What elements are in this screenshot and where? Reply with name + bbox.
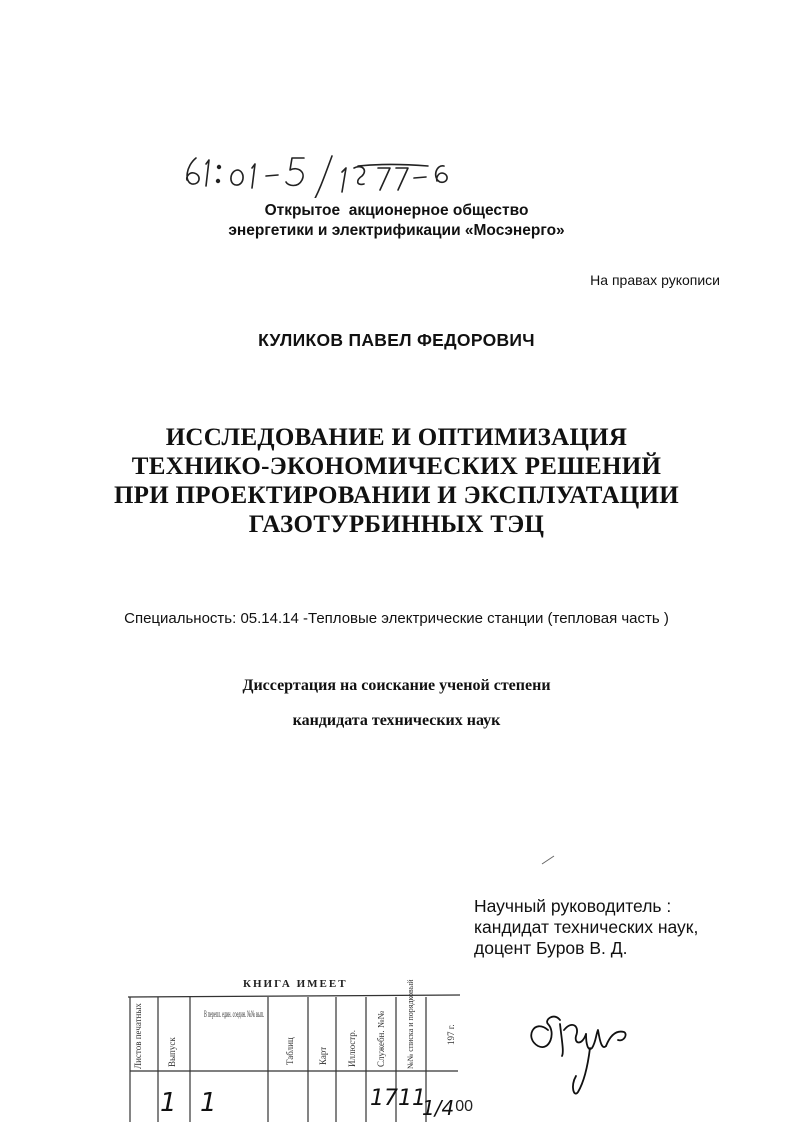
- author-name: КУЛИКОВ ПАВЕЛ ФЕДОРОВИЧ: [258, 330, 535, 350]
- stamp-heading: КНИГА ИМЕЕТ: [243, 978, 348, 990]
- supervisor-line-3: доцент Буров В. Д.: [474, 938, 628, 958]
- supervisor-line-1: Научный руководитель :: [474, 896, 672, 916]
- year-fragment: 00: [455, 1098, 473, 1115]
- stamp-col-8: №№ списка и порядковый: [406, 979, 415, 1069]
- organization-line-2: энергетики и электрификации «Мосэнерго»: [228, 222, 565, 239]
- stamp-col-5: Карт: [318, 1046, 328, 1065]
- library-stamp: [128, 975, 473, 1122]
- manuscript-rights: На правах рукописи: [590, 272, 720, 288]
- title-line-1: ИССЛЕДОВАНИЕ И ОПТИМИЗАЦИЯ: [165, 424, 628, 451]
- organization-line-1: Открытое акционерное общество: [264, 202, 529, 219]
- supervisor: [474, 896, 698, 959]
- title-line-2: ТЕХНИКО-ЭКОНОМИЧЕСКИХ РЕШЕНИЙ: [131, 453, 662, 480]
- stamp-col-4: Таблиц: [285, 1037, 295, 1065]
- stamp-col-1: Листов печатных: [133, 1003, 143, 1069]
- title-line-3: ПРИ ПРОЕКТИРОВАНИИ И ЭКСПЛУАТАЦИИ: [113, 482, 680, 509]
- supervisor-line-2: кандидат технических наук,: [474, 917, 699, 937]
- stamp-value-3: 1711: [370, 1086, 426, 1111]
- stamp-col-2: Выпуск: [167, 1037, 177, 1067]
- stamp-value-1: 1: [160, 1088, 177, 1118]
- dissertation-degree: [0, 668, 793, 738]
- degree-line-2: кандидата технических наук: [292, 712, 501, 729]
- archive-number-text: 61:01-5/1877-6: [182, 196, 189, 197]
- stamp-value-4: 1/4: [422, 1096, 455, 1120]
- degree-line-1: Диссертация на соискание ученой степени: [242, 677, 551, 694]
- stray-pen-mark: [540, 850, 560, 870]
- stamp-col-3: [204, 1010, 264, 1020]
- dissertation-title: [0, 423, 793, 539]
- svg-text:В перепл. един. соедин. №№ вып: В перепл. един. соедин. №№ вып.: [204, 1010, 264, 1020]
- stamp-col-6: Иллюстр.: [347, 1030, 357, 1067]
- stamp-col-9: 197 г.: [446, 1024, 456, 1045]
- archive-number-handwritten: [182, 148, 512, 198]
- stamp-value-2: 1: [200, 1088, 217, 1118]
- signature: [520, 990, 640, 1100]
- title-line-4: ГАЗОТУРБИННЫХ ТЭЦ: [248, 511, 545, 538]
- organization: [0, 201, 793, 241]
- specialty: Специальность: 05.14.14 -Тепловые электрические станции (тепловая часть ): [124, 610, 669, 627]
- stamp-col-7: Служебн. №№: [376, 1010, 386, 1067]
